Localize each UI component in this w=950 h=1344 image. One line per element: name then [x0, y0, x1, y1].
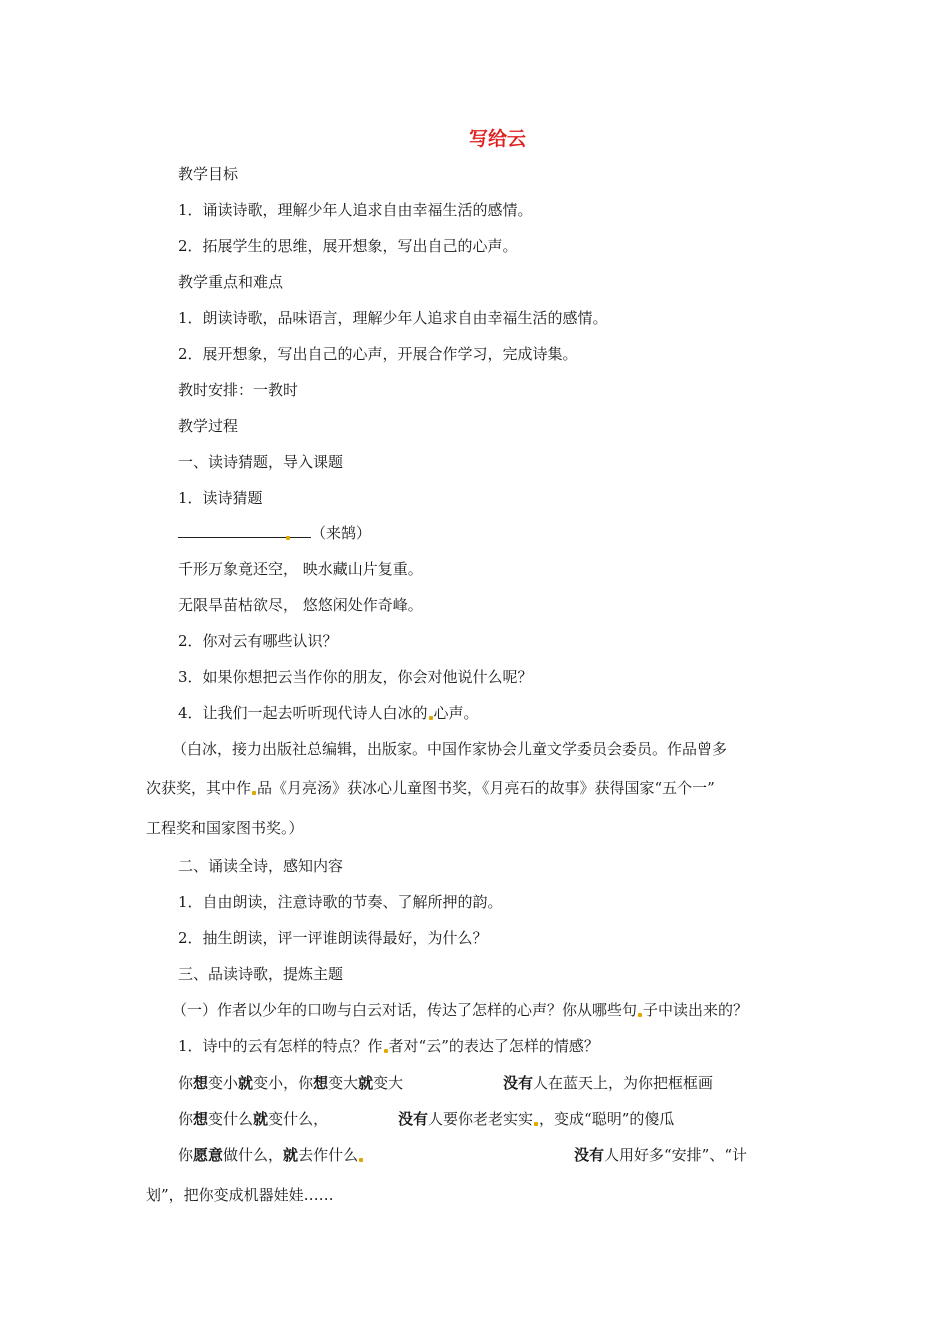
- question-4-text: 4．让我们一起去听听现代诗人白冰的: [178, 704, 428, 722]
- step-guess-title: 1．读诗猜题: [178, 489, 263, 507]
- poem-bold: 没有: [503, 1074, 534, 1092]
- poem-text: 变什么: [208, 1110, 254, 1128]
- analysis-question-1: [178, 1036, 599, 1056]
- poem-text: 你: [178, 1110, 194, 1128]
- yellow-mark-icon: [429, 716, 433, 720]
- poem-row-1-left: [178, 1073, 403, 1093]
- yellow-mark-icon: [359, 1158, 363, 1162]
- poem-bold: 想: [193, 1110, 209, 1128]
- key-point-2: 2．展开想象，写出自己的心声，开展合作学习，完成诗集。: [178, 345, 578, 363]
- poem-bold: 愿意: [193, 1146, 224, 1164]
- document-title: 写给云: [468, 128, 526, 150]
- yellow-mark-icon: [252, 791, 256, 795]
- poem-row-1-right: [503, 1073, 713, 1093]
- heading-objectives: 教学目标: [178, 165, 239, 183]
- poem-text: 变小: [208, 1074, 239, 1092]
- yellow-mark-icon: [534, 1122, 538, 1126]
- analysis-question-text-b: 者对“云”的表达了怎样的情感？: [388, 1037, 599, 1055]
- poem-text: 变大: [328, 1074, 359, 1092]
- fill-in-blank: [178, 523, 311, 538]
- subsection-1-text-b: 子中读出来的？: [643, 1001, 749, 1019]
- poem-bold: 没有: [574, 1146, 605, 1164]
- poem-row-2-left: [178, 1109, 328, 1129]
- poem-bold: 就: [283, 1146, 299, 1164]
- question-4: [178, 703, 479, 723]
- poem-row-3-right: [574, 1145, 747, 1165]
- poem-text: 变大: [373, 1074, 404, 1092]
- poem-text: 去作什么: [298, 1146, 359, 1164]
- poem-row-3-left: [178, 1145, 364, 1165]
- poem-title-blank-line: [178, 523, 371, 543]
- poem-row-2-right: [398, 1109, 674, 1129]
- question-2: 2．你对云有哪些认识？: [178, 632, 338, 650]
- poem-text: 人用好多“安排”、“计: [604, 1146, 748, 1164]
- section-1-heading: 一、读诗猜题，导入课题: [178, 453, 344, 471]
- author-bio-line-2: [146, 778, 715, 798]
- read-step-1: 1．自由朗读，注意诗歌的节奏、了解所押的韵。: [178, 893, 503, 911]
- poem-text: 你: [178, 1146, 194, 1164]
- yellow-mark-icon: [384, 1049, 388, 1053]
- poem-text: 变小，你: [253, 1074, 314, 1092]
- poem-text: 人在蓝天上，为你把框框画: [533, 1074, 714, 1092]
- poem-row-4: 划”，把你变成机器娃娃……: [146, 1186, 334, 1204]
- author-bio-line-3: 工程奖和国家图书奖。）: [146, 819, 304, 837]
- poem-bold: 想: [313, 1074, 329, 1092]
- author-bio-text-a: 次获奖，其中作: [146, 779, 252, 797]
- section-3-heading: 三、品读诗歌，提炼主题: [178, 965, 344, 983]
- ancient-poem-line-2: 无限旱苗枯欲尽， 悠悠闲处作奇峰。: [178, 596, 423, 614]
- author-bio-line-1: （白冰，接力出版社总编辑，出版家。中国作家协会儿童文学委员会委员。作品曾多: [172, 740, 728, 758]
- yellow-mark-icon: [286, 536, 290, 540]
- heading-key-points: 教学重点和难点: [178, 273, 284, 291]
- objective-2: 2．拓展学生的思维，展开想象，写出自己的心声。: [178, 237, 518, 255]
- heading-process: 教学过程: [178, 417, 239, 435]
- poem-text: ，变成“聪明”的傻瓜: [539, 1110, 675, 1128]
- poem-bold: 就: [238, 1074, 254, 1092]
- yellow-mark-icon: [638, 1013, 642, 1017]
- section-2-heading: 二、诵读全诗，感知内容: [178, 857, 344, 875]
- schedule: 教时安排：一教时: [178, 381, 299, 399]
- read-step-2: 2．抽生朗读，评一评谁朗读得最好，为什么？: [178, 929, 488, 947]
- poem-text: 你: [178, 1074, 194, 1092]
- subsection-1-heading: [172, 1000, 748, 1020]
- author-bio-text-b: 品《月亮汤》获冰心儿童图书奖，《月亮石的故事》获得国家“五个一”: [257, 779, 715, 797]
- objective-1: 1．诵读诗歌，理解少年人追求自由幸福生活的感情。: [178, 201, 533, 219]
- key-point-1: 1．朗读诗歌，品味语言，理解少年人追求自由幸福生活的感情。: [178, 309, 608, 327]
- poem-text: 做什么，: [223, 1146, 284, 1164]
- subsection-1-text-a: （一）作者以少年的口吻与白云对话，传达了怎样的心声？你从哪些句: [172, 1001, 638, 1019]
- ancient-poem-line-1: 千形万象竟还空， 映水藏山片复重。: [178, 560, 423, 578]
- poem-bold: 没有: [398, 1110, 429, 1128]
- poem-bold: 就: [253, 1110, 269, 1128]
- question-4-end: 心声。: [433, 704, 479, 722]
- poem-bold: 想: [193, 1074, 209, 1092]
- analysis-question-text-a: 1．诗中的云有怎样的特点？作: [178, 1037, 383, 1055]
- poem-bold: 就: [358, 1074, 374, 1092]
- poem-text: 变什么，: [268, 1110, 329, 1128]
- poem-text: 人要你老老实实: [428, 1110, 534, 1128]
- poet-name: （来鹄）: [311, 524, 372, 542]
- question-3: 3．如果你想把云当作你的朋友，你会对他说什么呢？: [178, 668, 533, 686]
